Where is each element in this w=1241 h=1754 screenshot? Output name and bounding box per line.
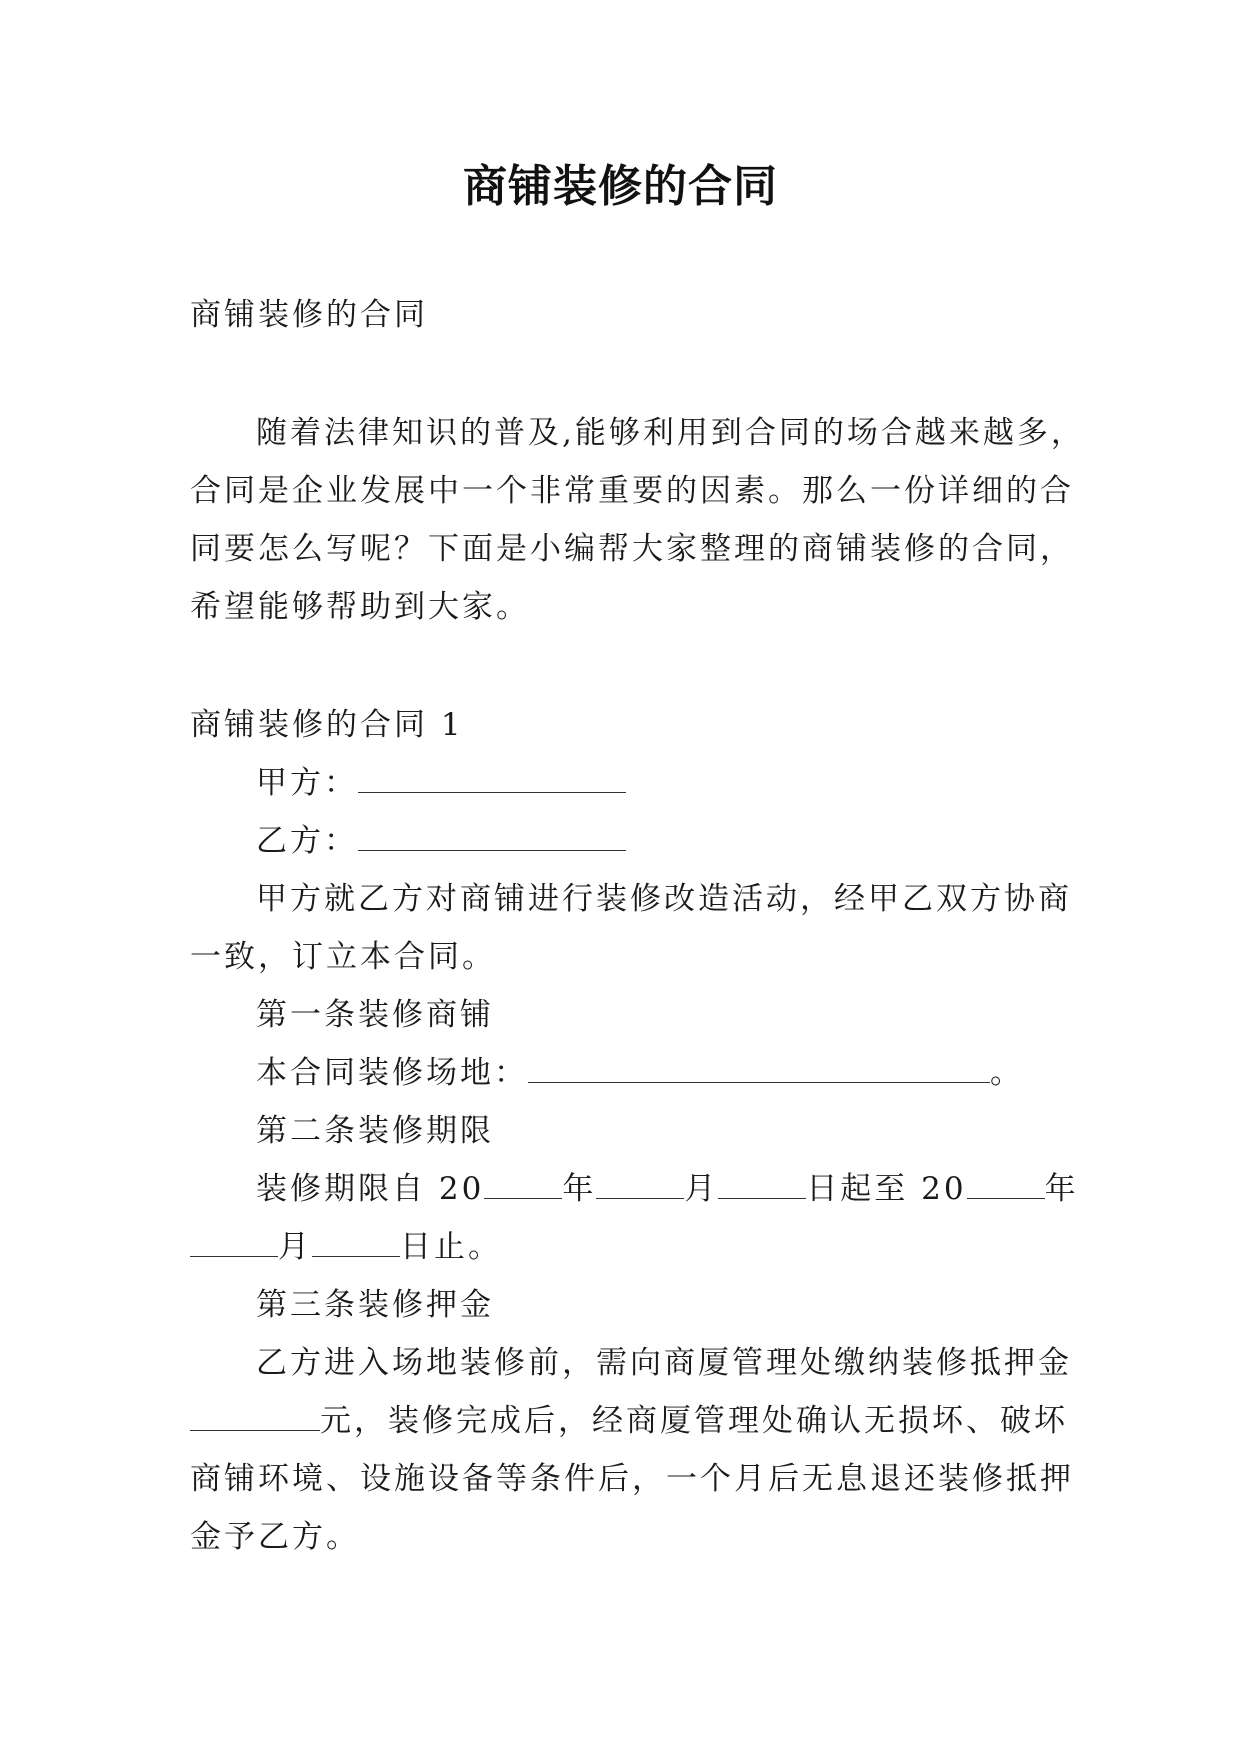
intro-line: 合同是企业发展中一个非常重要的因素。那么一份详细的合	[190, 473, 1074, 509]
intro-paragraph	[190, 404, 1085, 636]
contract-heading: 商铺装修的合同 1	[190, 707, 464, 743]
period-end-label: 日止。	[400, 1229, 502, 1265]
article-2-text-cont	[190, 1218, 1060, 1276]
article-3-line: 商铺环境、设施设备等条件后，一个月后无息退还装修抵押	[190, 1461, 1074, 1497]
intro-line: 随着法律知识的普及,能够利用到合同的场合越来越多，	[256, 415, 1085, 451]
start-year-blank	[484, 1170, 562, 1199]
month-label: 月	[278, 1229, 312, 1265]
preamble-line: 甲方就乙方对商铺进行装修改造活动，经甲乙双方协商	[256, 881, 1072, 917]
article-3-text: 元，装修完成后，经商厦管理处确认无损坏、破坏	[320, 1403, 1068, 1439]
day-to-label: 日起至 20	[806, 1171, 967, 1207]
year-label: 年	[1044, 1171, 1079, 1207]
party-b-blank	[358, 822, 626, 851]
year-label: 年	[562, 1171, 597, 1207]
document-title: 商铺装修的合同	[463, 161, 778, 212]
site-label: 本合同装修场地：	[256, 1055, 528, 1091]
party-a-line	[190, 754, 1060, 812]
article-3-title: 第三条装修押金	[256, 1287, 494, 1323]
subtitle: 商铺装修的合同	[190, 297, 428, 333]
deposit-amount-blank	[190, 1402, 320, 1431]
month-label: 月	[684, 1171, 719, 1207]
period-start-label: 装修期限自 20	[256, 1171, 485, 1207]
site-end: 。	[990, 1055, 1024, 1091]
party-b-label: 乙方：	[256, 823, 358, 859]
article-2-title: 第二条装修期限	[256, 1113, 494, 1149]
party-a-blank	[358, 764, 626, 793]
start-day-blank	[718, 1170, 806, 1199]
intro-line: 同要怎么写呢？下面是小编帮大家整理的商铺装修的合同，	[190, 531, 1074, 567]
article-3-line: 乙方进入场地装修前，需向商厦管理处缴纳装修抵押金	[256, 1345, 1072, 1381]
site-blank	[528, 1054, 990, 1083]
end-day-blank	[312, 1228, 400, 1257]
document-body	[190, 286, 1085, 1566]
article-3-line	[190, 1392, 1068, 1450]
intro-line: 希望能够帮助到大家。	[190, 589, 530, 625]
end-month-blank	[190, 1228, 278, 1257]
article-1-text	[190, 1044, 1060, 1102]
party-a-label: 甲方：	[256, 765, 358, 801]
party-b-line	[190, 812, 1060, 870]
end-year-blank	[967, 1170, 1045, 1199]
start-month-blank	[596, 1170, 684, 1199]
article-1-title: 第一条装修商铺	[256, 997, 494, 1033]
article-3-line: 金予乙方。	[190, 1519, 360, 1555]
article-2-text	[190, 1160, 1079, 1218]
preamble-line: 一致，订立本合同。	[190, 939, 496, 975]
